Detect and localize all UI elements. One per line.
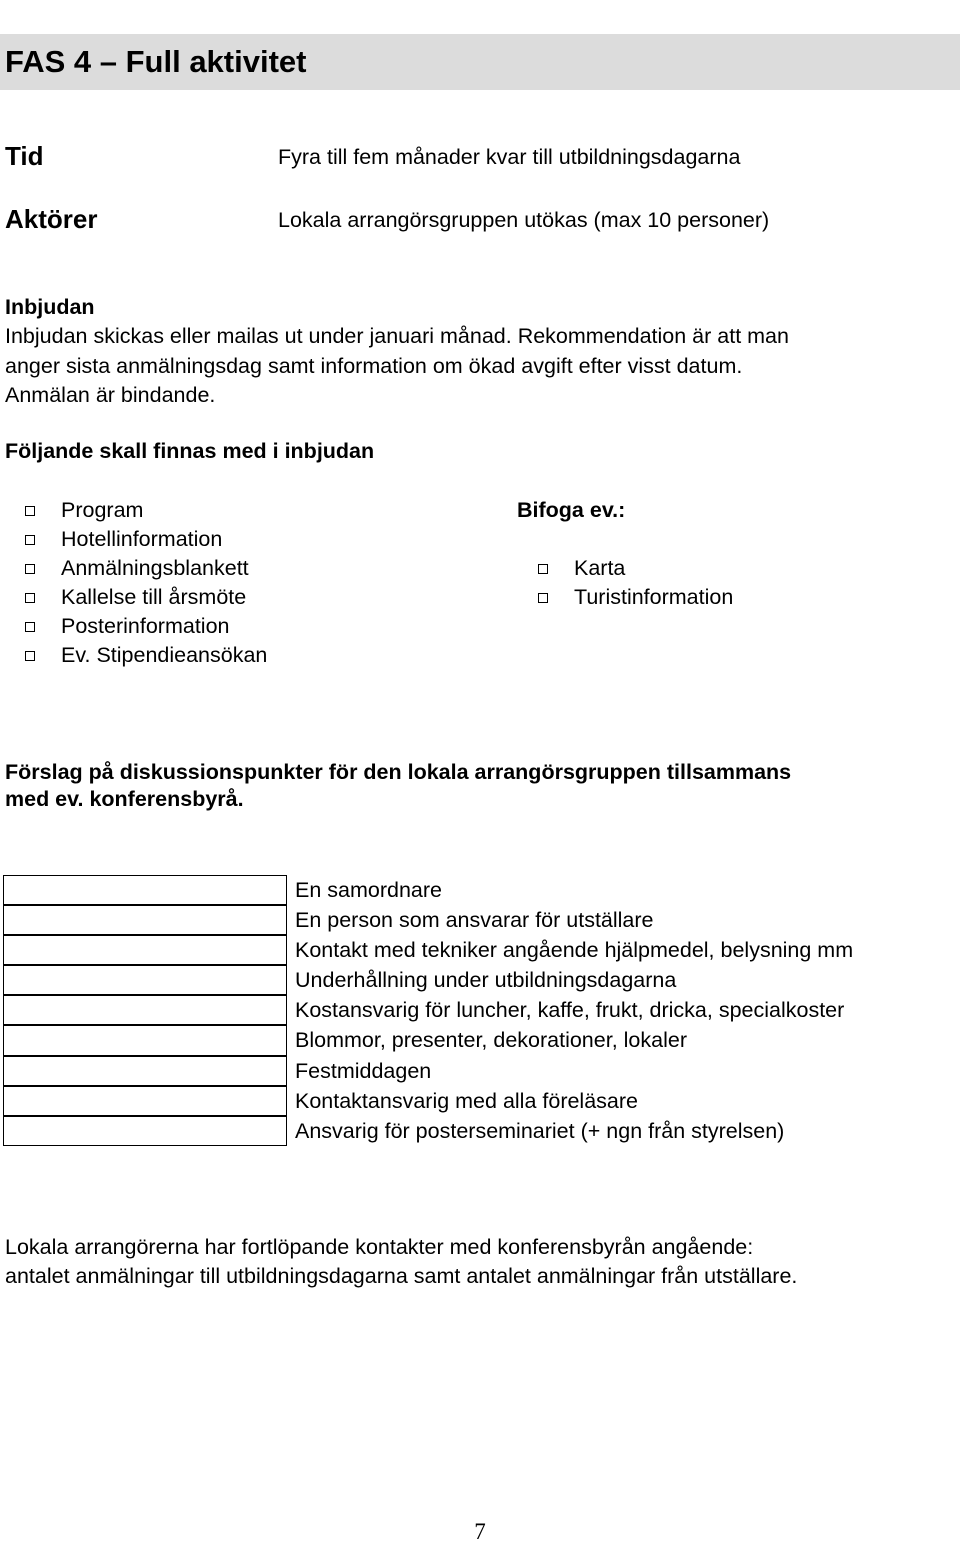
checkbox-icon [25,593,35,603]
invitation-heading: Inbjudan [5,295,95,319]
assignee-field[interactable] [3,1056,287,1086]
checkbox-icon [25,535,35,545]
assignee-field[interactable] [3,1025,287,1055]
list-item: Posterinformation [25,612,445,641]
list-item: Karta [538,554,938,583]
list-item: Turistinformation [538,583,938,612]
list-item: Anmälningsblankett [25,554,445,583]
footer-line: Lokala arrangörerna har fortlöpande kontakter med konferensbyrån angående: [5,1235,754,1259]
checkbox-icon [25,622,35,632]
checkbox-icon [538,564,548,574]
list-item: Program [25,496,445,525]
checkbox-icon [25,564,35,574]
invitation-line: Inbjudan skickas eller mailas ut under januari månad. Rekommendation är att man [5,324,789,348]
assignee-field[interactable] [3,935,287,965]
time-value: Fyra till fem månader kvar till utbildningsdagarna [278,145,741,169]
assignee-field[interactable] [3,875,287,905]
list-item: Hotellinformation [25,525,445,554]
footer-line: antalet anmälningar till utbildningsdagarna samt antalet anmälningar från utställare. [5,1264,798,1288]
page-title: FAS 4 – Full aktivitet [5,44,307,79]
checkbox-icon [538,593,548,603]
checkbox-icon [25,506,35,516]
must-include-heading: Följande skall finnas med i inbjudan [5,439,375,463]
must-include-list [25,496,445,670]
attach-list [538,554,938,612]
checkbox-icon [25,651,35,661]
page-number: 7 [474,1519,486,1544]
assignee-field[interactable] [3,965,287,995]
discussion-heading-line: med ev. konferensbyrå. [5,787,244,811]
assignee-field[interactable] [3,905,287,935]
discussion-heading-line: Förslag på diskussionspunkter för den lokala arrangörsgruppen tillsammans [5,760,792,784]
list-item: Kallelse till årsmöte [25,583,445,612]
invitation-line: anger sista anmälningsdag samt information om ökad avgift efter visst datum. [5,354,743,378]
attach-heading: Bifoga ev.: [517,498,626,522]
assignee-field[interactable] [3,1086,287,1116]
assignee-field[interactable] [3,995,287,1025]
actors-value: Lokala arrangörsgruppen utökas (max 10 personer) [278,208,770,232]
actors-label: Aktörer [5,204,98,234]
list-item: Ev. Stipendieansökan [25,641,445,670]
time-label: Tid [5,141,44,171]
assignee-field[interactable] [3,1116,287,1146]
invitation-line: Anmälan är bindande. [5,383,216,407]
